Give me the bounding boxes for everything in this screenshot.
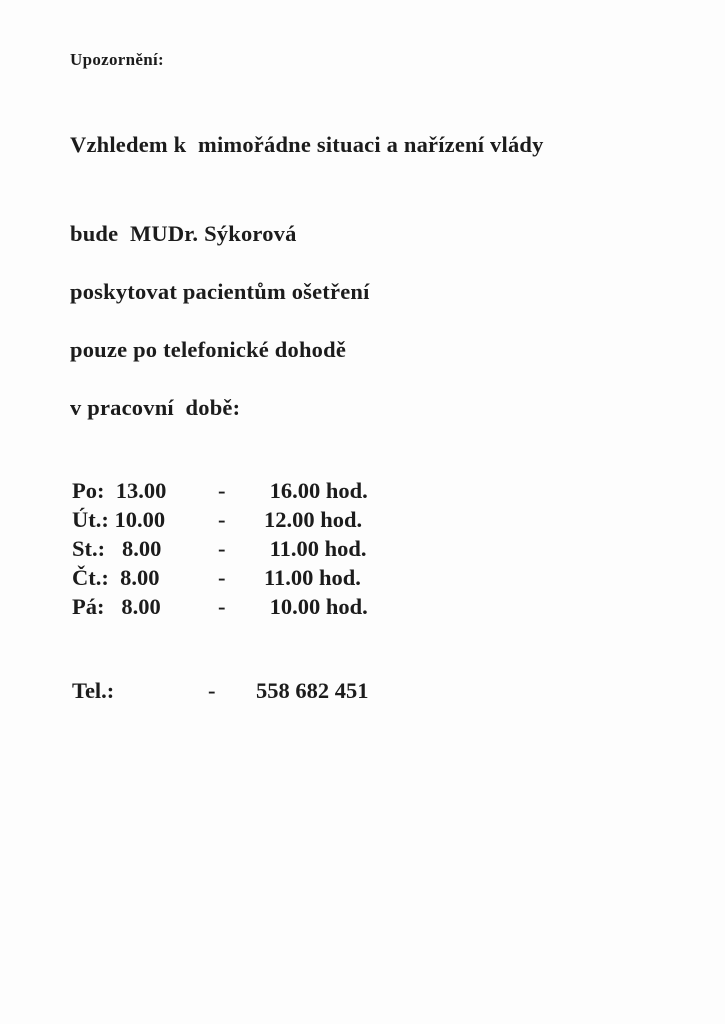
hours-day-from: Út.: 10.00	[72, 507, 166, 532]
hours-dash: -	[218, 507, 226, 532]
hours-day-from: Čt.: 8.00	[72, 565, 160, 590]
hours-row-friday	[72, 594, 368, 623]
hours-until: 16.00 hod.	[264, 478, 368, 503]
hours-dash: -	[218, 594, 226, 619]
notice-line-treatment: poskytovat pacientům ošetření	[70, 279, 370, 304]
hours-row-tuesday	[72, 507, 363, 536]
hours-until: 11.00 hod.	[264, 565, 361, 590]
hours-dash: -	[218, 565, 226, 590]
hours-row-monday	[72, 478, 368, 507]
notice-line-doctor: bude MUDr. Sýkorová	[70, 221, 297, 246]
phone-label: Tel.:	[72, 678, 115, 703]
hours-day-from: Pá: 8.00	[72, 594, 161, 619]
hours-dash: -	[218, 478, 226, 503]
hours-day-from: St.: 8.00	[72, 536, 162, 561]
hours-until: 10.00 hod.	[264, 594, 368, 619]
phone-dash: -	[208, 678, 216, 703]
hours-until: 12.00 hod.	[264, 507, 363, 532]
phone-number: 558 682 451	[256, 678, 369, 703]
hours-dash: -	[218, 536, 226, 561]
notice-line-reason: Vzhledem k mimořádne situaci a nařízení vlády	[70, 132, 544, 157]
notice-line-working-hours: v pracovní době:	[70, 395, 241, 420]
hours-row-wednesday	[72, 536, 367, 565]
hours-row-thursday	[72, 565, 361, 594]
hours-until: 11.00 hod.	[264, 536, 367, 561]
office-hours-table	[72, 478, 368, 623]
notice-line-phone-only: pouze po telefonické dohodě	[70, 337, 347, 362]
hours-day-from: Po: 13.00	[72, 478, 167, 503]
phone-row	[72, 678, 402, 708]
notice-heading: Upozornění:	[70, 50, 164, 69]
